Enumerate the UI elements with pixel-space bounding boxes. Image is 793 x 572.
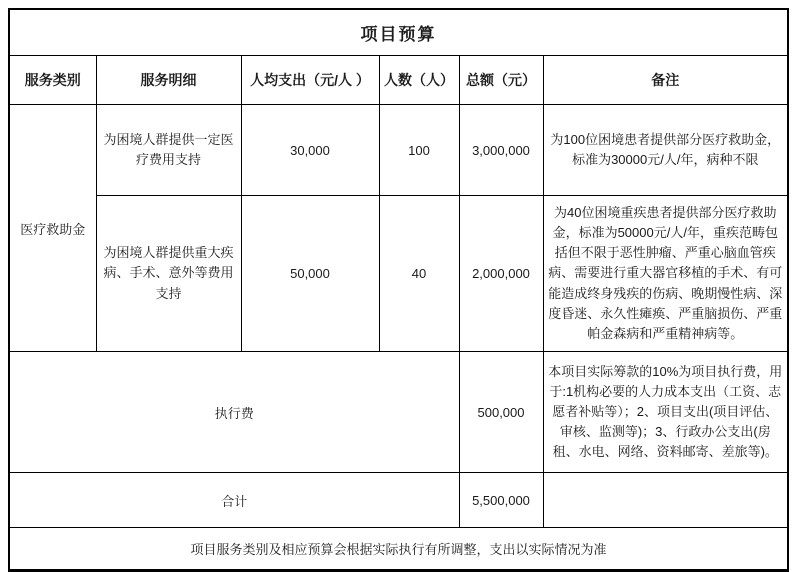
table-row-medical-aid-1 <box>9 105 788 196</box>
col-header-count: 人数（人） <box>379 56 459 105</box>
header-row <box>9 56 788 105</box>
detail-cell: 为困境人群提供一定医疗费用支持 <box>96 105 241 196</box>
col-header-per-capita: 人均支出（元/人 ） <box>241 56 379 105</box>
total-cell: 3,000,000 <box>459 105 543 196</box>
sum-remark-cell <box>543 473 788 528</box>
footnote: 项目服务类别及相应预算会根据实际执行有所调整，支出以实际情况为准 <box>9 528 788 571</box>
sum-label-cell: 合计 <box>9 473 459 528</box>
per-capita-cell: 30,000 <box>241 105 379 196</box>
execution-fee-total-cell: 500,000 <box>459 352 543 473</box>
execution-fee-label-cell: 执行费 <box>9 352 459 473</box>
footer-row <box>9 528 788 571</box>
page-title: 项目预算 <box>9 9 788 56</box>
per-capita-cell: 50,000 <box>241 196 379 352</box>
count-cell: 40 <box>379 196 459 352</box>
table-row-medical-aid-2 <box>9 196 788 352</box>
remark-cell: 为40位困境重疾患者提供部分医疗救助金，标准为50000元/人/年，重疾范畴包括但不限于恶性肿瘤、严重心脑血管疾病、需要进行重大器官移植的手术、有可能造成终身残疾的伤病、晚期慢性病、深度昏迷、永久性瘫痪、严重脑损伤、严重帕金森病和严重精神病等。 <box>543 196 788 352</box>
budget-table <box>8 8 789 572</box>
col-header-service-detail: 服务明细 <box>96 56 241 105</box>
total-cell: 2,000,000 <box>459 196 543 352</box>
remark-cell: 为100位困境患者提供部分医疗救助金，标准为30000元/人/年，病种不限 <box>543 105 788 196</box>
category-cell-medical-aid: 医疗救助金 <box>9 105 96 352</box>
execution-fee-remark-cell: 本项目实际筹款的10%为项目执行费，用于:1机构必要的人力成本支出（工资、志愿者补贴等）；2、项目支出(项目评估、审核、监测等)；3、行政办公支出(房租、水电、网络、资料邮寄、差旅等)。 <box>543 352 788 473</box>
table-row-sum <box>9 473 788 528</box>
table-row-execution-fee <box>9 352 788 473</box>
title-row <box>9 9 788 56</box>
col-header-remark: 备注 <box>543 56 788 105</box>
sum-total-cell: 5,500,000 <box>459 473 543 528</box>
col-header-total: 总额（元） <box>459 56 543 105</box>
detail-cell: 为困境人群提供重大疾病、手术、意外等费用支持 <box>96 196 241 352</box>
col-header-service-category: 服务类别 <box>9 56 96 105</box>
count-cell: 100 <box>379 105 459 196</box>
